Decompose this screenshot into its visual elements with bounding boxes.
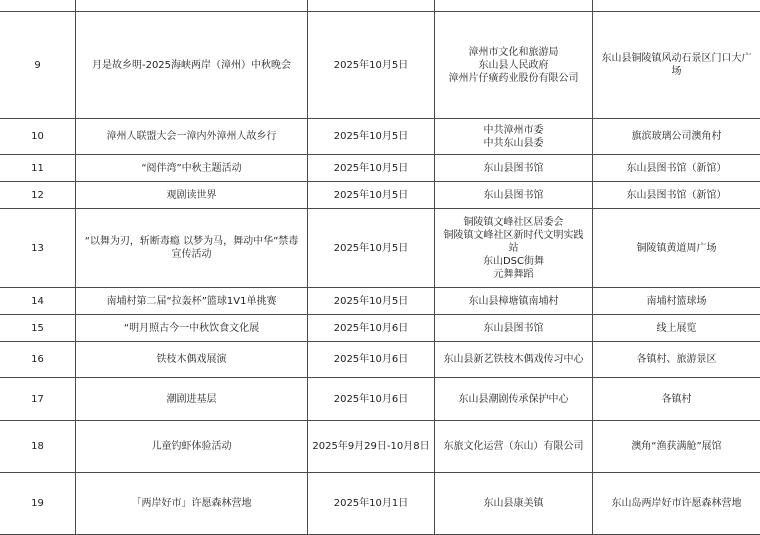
event-name: 漳州人联盟大会一漳内外漳州人故乡行	[80, 130, 303, 143]
event-name: 潮剧进基层	[80, 393, 303, 406]
row-number-cell	[0, 0, 76, 12]
venue: 东山县图书馆（新馆）	[597, 189, 756, 202]
event-date-cell	[308, 209, 435, 288]
row-number-cell	[0, 342, 76, 378]
event-name: 观剧读世界	[80, 189, 303, 202]
organizer-line: 东山县图书馆	[439, 189, 588, 202]
event-date-cell	[308, 12, 435, 119]
event-name-cell	[76, 182, 308, 209]
table-row	[0, 288, 760, 315]
venue: 东山县铜陵镇风动石景区门口大广场	[597, 52, 756, 78]
venue: 东山岛两岸好市许愿森林营地	[597, 497, 756, 510]
venue-cell	[593, 288, 760, 315]
event-date-cell	[308, 119, 435, 155]
row-number-cell	[0, 315, 76, 342]
event-date: 2025年10月5日	[312, 162, 430, 175]
venue-cell	[593, 182, 760, 209]
organizer-cell	[435, 0, 593, 12]
row-number: 18	[0, 440, 75, 453]
row-number-cell	[0, 421, 76, 473]
event-name: “以舞为刃，斩断毒瘾 以梦为马，舞动中华”禁毒宣传活动	[80, 235, 303, 261]
venue: 铜陵镇黄道周广场	[597, 242, 756, 255]
venue-cell	[593, 315, 760, 342]
row-number: 14	[0, 295, 75, 308]
event-date-cell	[308, 288, 435, 315]
event-date-cell	[308, 182, 435, 209]
row-number-cell	[0, 182, 76, 209]
event-date-cell	[308, 421, 435, 473]
venue: 澳角“渔获满舱”展馆	[597, 440, 756, 453]
event-date: 2025年10月5日	[312, 59, 430, 72]
event-date-cell	[308, 0, 435, 12]
table-row	[0, 155, 760, 182]
organizer-line: 东山县康美镇	[439, 497, 588, 510]
event-name-cell	[76, 473, 308, 535]
table-row	[0, 315, 760, 342]
event-date: 2025年10月6日	[312, 393, 430, 406]
organizer-cell	[435, 209, 593, 288]
venue: 东山县图书馆（新馆）	[597, 162, 756, 175]
organizer-line: 东山县樟塘镇南埔村	[439, 295, 588, 308]
organizer-line: 铜陵镇文峰社区新时代文明实践站	[439, 229, 588, 255]
venue-cell	[593, 342, 760, 378]
event-date: 2025年10月5日	[312, 189, 430, 202]
row-number: 16	[0, 353, 75, 366]
organizer-line: 铜陵镇文峰社区居委会	[439, 216, 588, 229]
event-name-cell	[76, 288, 308, 315]
row-number-cell	[0, 209, 76, 288]
venue-cell	[593, 473, 760, 535]
event-name: “阅伴湾”中秋主题活动	[80, 162, 303, 175]
organizer-line: 东山DSC街舞	[439, 255, 588, 268]
table-row	[0, 119, 760, 155]
venue: 各镇村	[597, 393, 756, 406]
organizer-line: 东山县图书馆	[439, 322, 588, 335]
organizer-cell	[435, 12, 593, 119]
organizer-cell	[435, 155, 593, 182]
venue-cell	[593, 421, 760, 473]
event-name-cell	[76, 315, 308, 342]
organizer-cell	[435, 315, 593, 342]
event-name-cell	[76, 155, 308, 182]
row-number: 17	[0, 393, 75, 406]
event-name-cell	[76, 421, 308, 473]
table-row	[0, 342, 760, 378]
event-date-cell	[308, 315, 435, 342]
event-date: 2025年10月5日	[312, 130, 430, 143]
event-date-cell	[308, 342, 435, 378]
venue-cell	[593, 209, 760, 288]
table-row	[0, 0, 760, 12]
event-date: 2025年9月29日-10月8日	[312, 440, 430, 453]
row-number: 12	[0, 189, 75, 202]
venue-cell	[593, 12, 760, 119]
organizer-cell	[435, 288, 593, 315]
event-date: 2025年10月1日	[312, 497, 430, 510]
row-number-cell	[0, 155, 76, 182]
organizer-cell	[435, 342, 593, 378]
venue-cell	[593, 155, 760, 182]
table-row	[0, 421, 760, 473]
organizer-line: 中共漳州市委	[439, 124, 588, 137]
organizer-line: 漳州片仔癀药业股份有限公司	[439, 72, 588, 85]
event-name: 月是故乡明-2025海峡两岸（漳州）中秋晚会	[80, 59, 303, 72]
event-date-cell	[308, 473, 435, 535]
organizer-line: 东山县新艺铁枝木偶戏传习中心	[439, 353, 588, 366]
event-name: 南埔村第二届“拉轰杯”篮球1V1单挑赛	[80, 295, 303, 308]
venue-cell	[593, 0, 760, 12]
row-number: 10	[0, 130, 75, 143]
organizer-cell	[435, 378, 593, 421]
venue: 旗滨玻璃公司澳角村	[597, 130, 756, 143]
organizer-line: 中共东山县委	[439, 137, 588, 150]
event-name: “明月照古今一中秋饮食文化展	[80, 322, 303, 335]
event-name-cell	[76, 119, 308, 155]
organizer-cell	[435, 119, 593, 155]
event-date: 2025年10月6日	[312, 353, 430, 366]
organizer-cell	[435, 473, 593, 535]
event-name-cell	[76, 0, 308, 12]
event-name-cell	[76, 378, 308, 421]
organizer-line: 东旅文化运营（东山）有限公司	[439, 440, 588, 453]
row-number: 11	[0, 162, 75, 175]
row-number-cell	[0, 12, 76, 119]
venue-cell	[593, 378, 760, 421]
row-number: 19	[0, 497, 75, 510]
event-date: 2025年10月5日	[312, 295, 430, 308]
organizer-line: 元舞舞蹈	[439, 268, 588, 281]
organizer-cell	[435, 182, 593, 209]
table-row	[0, 12, 760, 119]
row-number: 13	[0, 242, 75, 255]
organizer-line: 漳州市文化和旅游局	[439, 46, 588, 59]
event-date: 2025年10月5日	[312, 242, 430, 255]
row-number-cell	[0, 378, 76, 421]
event-date-cell	[308, 155, 435, 182]
row-number-cell	[0, 119, 76, 155]
venue: 线上展览	[597, 322, 756, 335]
row-number-cell	[0, 288, 76, 315]
event-name: 「两岸好市」许愿森林营地	[80, 497, 303, 510]
row-number: 15	[0, 322, 75, 335]
table-row	[0, 209, 760, 288]
organizer-line: 东山县潮剧传承保护中心	[439, 393, 588, 406]
venue: 各镇村、旅游景区	[597, 353, 756, 366]
organizer-line: 东山县图书馆	[439, 162, 588, 175]
event-date-cell	[308, 378, 435, 421]
event-name-cell	[76, 12, 308, 119]
event-name: 铁枝木偶戏展演	[80, 353, 303, 366]
row-number: 9	[0, 59, 75, 72]
event-name-cell	[76, 209, 308, 288]
event-date: 2025年10月6日	[312, 322, 430, 335]
venue: 南埔村篮球场	[597, 295, 756, 308]
event-name: 儿童钓虾体验活动	[80, 440, 303, 453]
table-row	[0, 182, 760, 209]
table-row	[0, 378, 760, 421]
venue-cell	[593, 119, 760, 155]
event-name-cell	[76, 342, 308, 378]
organizer-cell	[435, 421, 593, 473]
organizer-line: 东山县人民政府	[439, 59, 588, 72]
row-number-cell	[0, 473, 76, 535]
table-row	[0, 473, 760, 535]
